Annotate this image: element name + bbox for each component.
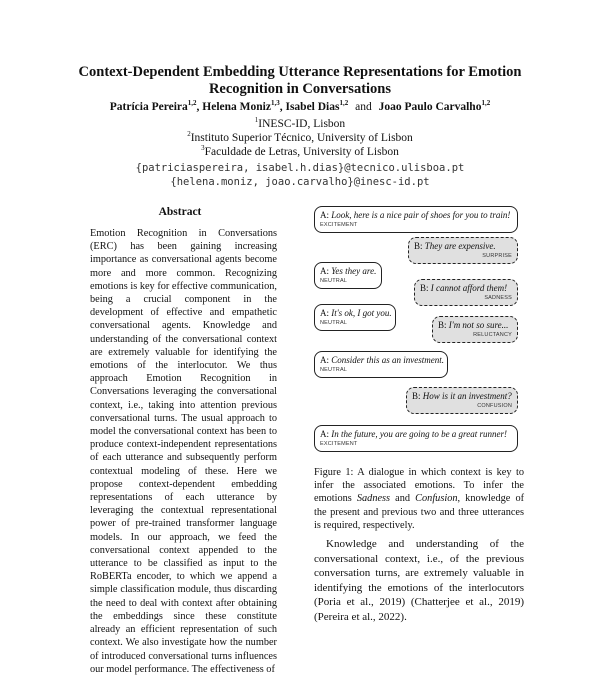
- speaker: B:: [420, 283, 429, 293]
- author-name: Helena Moniz: [202, 101, 271, 113]
- emotion-label: NEUTRAL: [320, 278, 348, 284]
- caption-emotion: Confusion: [415, 493, 458, 505]
- dialogue-turn: [314, 351, 448, 378]
- speaker: B:: [438, 320, 447, 330]
- speaker: A:: [320, 429, 329, 439]
- title-line-1: Context-Dependent Embedding Utterance Representations for Emotion: [78, 64, 522, 80]
- utterance: Look, here is a nice pair of shoes for you to train!: [331, 210, 511, 220]
- caption-text: A dialogue in which context is key to infer the associated emotions. To infer the emotions: [314, 467, 524, 505]
- abstract-heading: Abstract: [158, 206, 202, 218]
- speaker: A:: [320, 355, 329, 365]
- emotion-label: RELUCTANCY: [473, 332, 512, 338]
- author-sup: 1,2: [339, 99, 349, 108]
- author-sup: 1,2: [187, 99, 197, 108]
- dialogue-turn: [432, 316, 518, 343]
- title-line-2: Recognition in Conversations: [208, 81, 392, 97]
- figure-caption: [314, 466, 524, 532]
- caption-text: , knowledge of the present and previous two and three utterances is required, respectively.: [314, 493, 525, 531]
- speaker: A:: [320, 308, 329, 318]
- author-sup: 1,2: [481, 99, 491, 108]
- abstract-text: Emotion Recognition in Conversations (ERC) has been gaining increasing importance as conversational agents become more and more common. Recognizing emotions is key for effective communication, being a crucial component in the development of effective and empathetic conversational agents. Knowledge and understanding of the conversational context are extremely valuable for identifying the emotions of the interlocutor. We thus approach Emotion Recognition in Conversations leveraging the conversational context, i.e., taking into attention previous conversational turns. The usual approach to model the conversational context has been to produce context-independent representations of each utterance and subsequently perform contextual modeling of these. Here we propose context-dependent embedding representations of each utterance by leveraging the contextual representational power of pre-trained transformer language models. In our approach, we feed the conversational context appended to the utterance to be classified as input to the RoBERTa encoder, to which we append a simple classification module, thus discarding the need to deal with context after obtaining the embeddings since these constitute already an efficient representation of such context. We also investigate how the number of introduced conversational turns influences our model performance. The effectiveness of: [90, 228, 277, 675]
- utterance: They are expensive.: [424, 241, 496, 251]
- author-name: Joao Paulo Carvalho: [378, 101, 482, 113]
- dialogue-turn: [314, 262, 382, 289]
- utterance: I cannot afford them!: [430, 283, 508, 293]
- emotion-label: NEUTRAL: [320, 367, 348, 373]
- author-sup: 1,3: [270, 99, 280, 108]
- speaker: B:: [412, 391, 421, 401]
- dialogue-turn: [414, 279, 518, 306]
- emotion-label: SADNESS: [484, 295, 512, 301]
- dialogue-turn: [408, 237, 518, 264]
- author-list: Patrícia Pereira$^{1,2}$, Helena Moniz$^{1,3}$, Isabel Dias$^{1,2}$ and Joao Paulo Carvalho$^{1,2}$: [109, 99, 491, 113]
- emotion-label: EXCITEMENT: [320, 222, 358, 228]
- affiliation-text: Faculdade de Letras, University of Lisbon: [204, 146, 399, 158]
- affiliation-sup: 2: [187, 130, 191, 139]
- author-name: Isabel Dias: [285, 101, 340, 113]
- affiliation-sup: 1: [254, 116, 259, 125]
- caption-label: Figure 1:: [314, 467, 354, 478]
- authors-and: and: [355, 101, 372, 113]
- dialogue-turn: [314, 304, 396, 331]
- paper-title: [40, 64, 560, 98]
- utterance: Consider this as an investment.: [331, 355, 444, 365]
- affiliation-text: Instituto Superior Técnico, University of Lisbon: [190, 132, 413, 144]
- speaker: A:: [320, 266, 329, 276]
- utterance: Yes they are.: [331, 266, 377, 276]
- affiliation-sup: 3: [201, 144, 205, 153]
- utterance: In the future, you are going to be a great runner!: [331, 429, 507, 439]
- emotion-label: EXCITEMENT: [320, 441, 358, 447]
- dialogue-figure: [314, 206, 518, 452]
- caption-and: and: [395, 493, 411, 505]
- affiliation: [40, 131, 560, 145]
- dialogue-turn: [406, 387, 518, 414]
- caption-emotion: Sadness: [356, 493, 391, 505]
- utterance: It's ok, I got you.: [331, 308, 392, 318]
- affiliation-text: INESC-ID, Lisbon: [258, 118, 346, 130]
- author-name: Patrícia Pereira: [109, 101, 188, 113]
- utterance: I'm not so sure...: [448, 320, 509, 330]
- speaker: B:: [414, 241, 423, 251]
- email-line: {helena.moniz, joao.carvalho}@inesc-id.pt: [170, 176, 430, 188]
- email-line: {patriciaspereira, isabel.h.dias}@tecnico.ulisboa.pt: [135, 162, 465, 174]
- affiliation: [40, 145, 560, 159]
- dialogue-turn: [314, 206, 518, 233]
- utterance: How is it an investment?: [422, 391, 512, 401]
- affiliation: [40, 117, 560, 131]
- emotion-label: CONFUSION: [477, 403, 512, 409]
- emotion-label: SURPRISE: [482, 253, 512, 259]
- dialogue-turn: [314, 425, 518, 452]
- speaker: A:: [320, 210, 329, 220]
- body-paragraph: Knowledge and understanding of the conversational context, i.e., of the previous conversation turns, are extremely valuable in identifying the emotions of the interlocutors (Poria et al., 2019) (Chatterjee et al., 2019) (Pereira et al., 2022).: [314, 538, 524, 623]
- emotion-label: NEUTRAL: [320, 320, 348, 326]
